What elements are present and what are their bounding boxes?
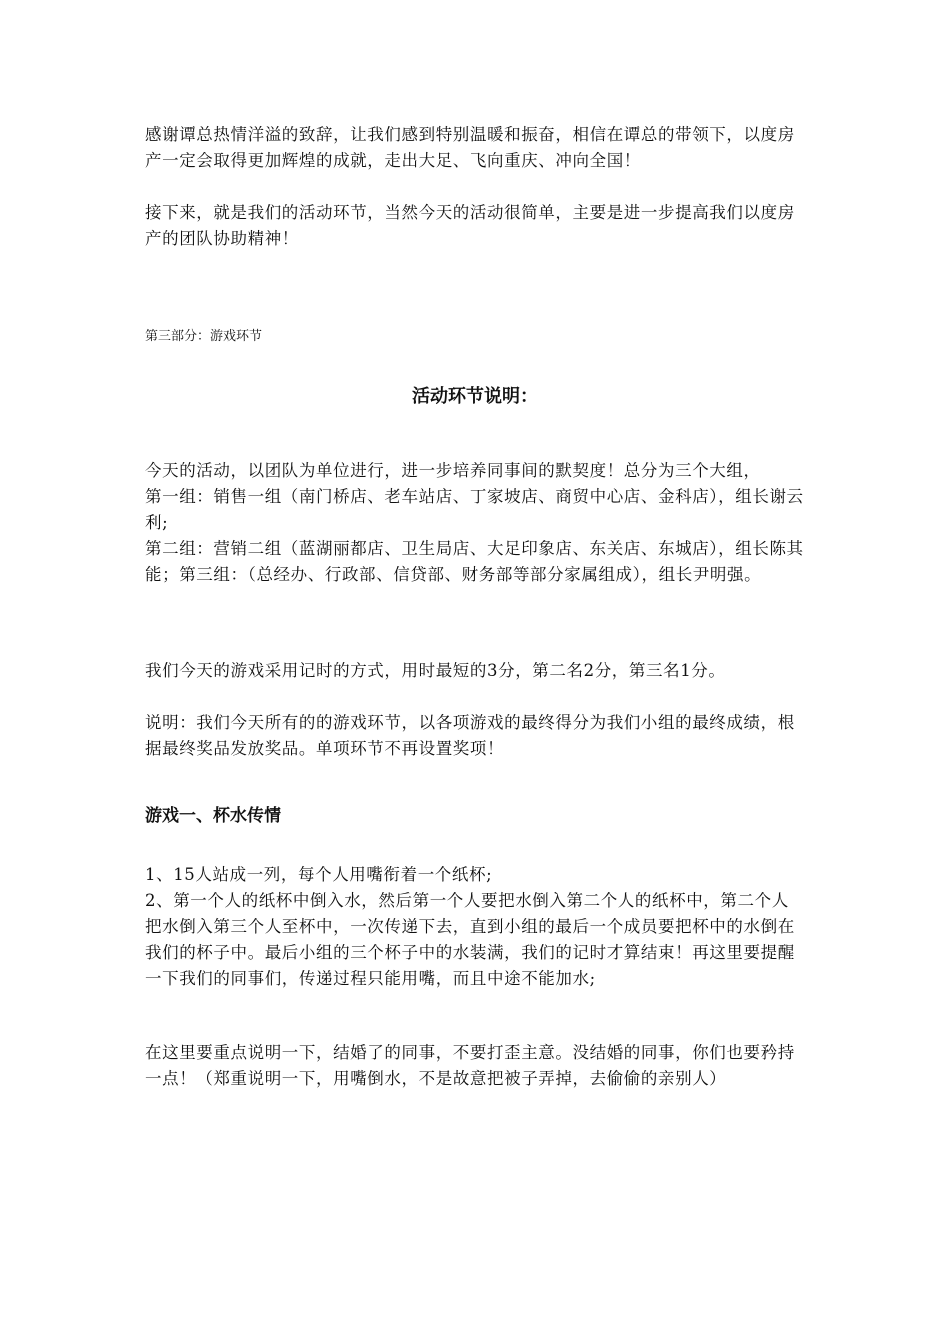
activity-title: 活动环节说明： <box>412 386 538 407</box>
game-one-reminder: 在这里要重点说明一下，结婚了的同事，不要打歪主意。没结婚的同事，你们也要矜持一点！（郑重说明一下，用嘴倒水，不是故意把被子弄掉，去偷偷的亲别人） <box>145 1043 795 1088</box>
game-one-rules: 1、15人站成一列，每个人用嘴衔着一个纸杯; 2、第一个人的纸杯中倒入水，然后第一个人要把水倒入第二个人的纸杯中，第二个人把水倒入第三个人至杯中，一次传递下去，直到小组的最后一个成员要把杯中的水倒在我们的杯子中。最后小组的三个杯子中的水装满，我们的记时才算结束！再这里要提醒一下我们的同事们，传递过程只能用嘴，而且中途不能加水; <box>145 865 795 988</box>
activity-paragraph-scoring: 我们今天的游戏采用记时的方式，用时最短的3分，第二名2分，第三名1分。 <box>145 661 726 680</box>
activity-paragraph-note: 说明：我们今天所有的的游戏环节，以各项游戏的最终得分为我们小组的最终成绩，根据最终奖品发放奖品。单项环节不再设置奖项！ <box>145 713 795 758</box>
intro-paragraph-1: 感谢谭总热情洋溢的致辞，让我们感到特别温暖和振奋，相信在谭总的带领下，以度房产一定会取得更加辉煌的成就，走出大足、飞向重庆、冲向全国！ <box>145 125 795 170</box>
activity-paragraph-groups: 今天的活动，以团队为单位进行，进一步培养同事间的默契度！总分为三个大组， 第一组：销售一组（南门桥店、老车站店、丁家坡店、商贸中心店、金科店），组长谢云利; 第二组：营销二组（蓝湖丽都店、卫生局店、大足印象店、东关店、东城店），组长陈其能；第三组：（总经办、行政部、信贷部、财务部等部分家属组成），组长尹明强。 <box>145 461 804 584</box>
game-one-title: 游戏一、杯水传情 <box>145 806 281 826</box>
section-label: 第三部分：游戏环节 <box>145 329 263 344</box>
intro-paragraph-2: 接下来，就是我们的活动环节，当然今天的活动很简单，主要是进一步提高我们以度房产的团队协助精神！ <box>145 203 795 248</box>
